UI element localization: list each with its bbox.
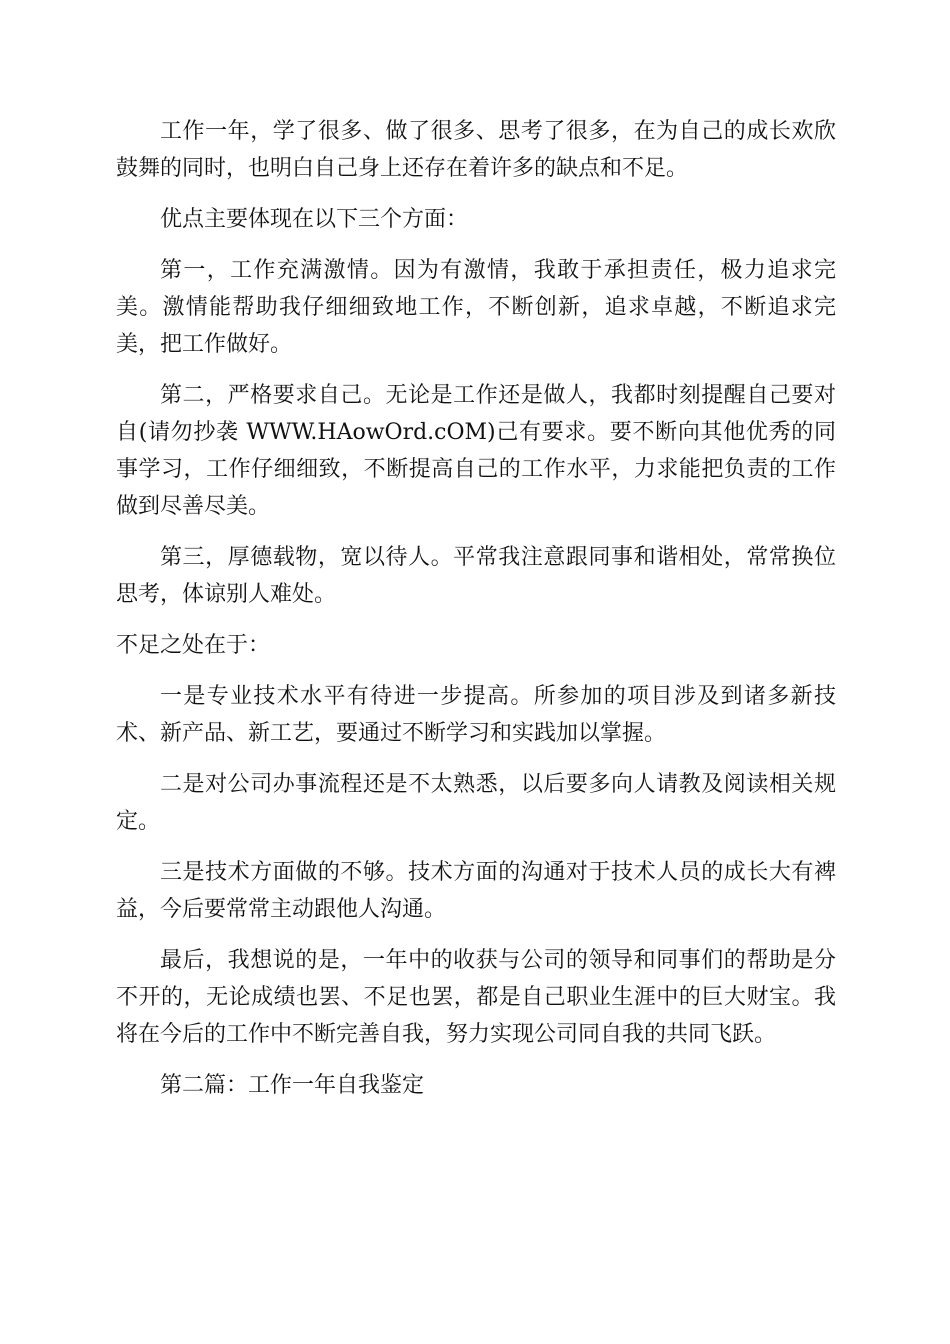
paragraph-strength-1: 第一，工作充满激情。因为有激情，我敢于承担责任，极力追求完美。激情能帮助我仔细细致地工作，不断创新，追求卓越，不断追求完美，把工作做好。 bbox=[116, 258, 836, 357]
paragraph-strength-2: 第二，严格要求自己。无论是工作还是做人，我都时刻提醒自己要对自(请勿抄袭 WWW.HAowOrd.cOM)己有要求。要不断向其他优秀的同事学习，工作仔细细致，不断提高自己的工作水平，力求能把负责的工作做到尽善尽美。 bbox=[116, 383, 836, 519]
paragraph-weaknesses-heading: 不足之处在于： bbox=[116, 633, 271, 658]
paragraph-weakness-1: 一是专业技术水平有待进一步提高。所参加的项目涉及到诸多新技术、新产品、新工艺，要通过不断学习和实践加以掌握。 bbox=[116, 684, 836, 746]
document-page bbox=[116, 113, 836, 1118]
paragraph-weakness-3: 三是技术方面做的不够。技术方面的沟通对于技术人员的成长大有裨益，今后要常常主动跟他人沟通。 bbox=[116, 860, 836, 922]
paragraph-strength-3: 第三，厚德载物，宽以待人。平常我注意跟同事和谐相处，常常换位思考，体谅别人难处。 bbox=[116, 545, 836, 607]
paragraph-intro: 工作一年，学了很多、做了很多、思考了很多，在为自己的成长欢欣鼓舞的同时，也明白自己身上还存在着许多的缺点和不足。 bbox=[116, 119, 836, 181]
paragraph-conclusion: 最后，我想说的是，一年中的收获与公司的领导和同事们的帮助是分不开的，无论成绩也罢、不足也罢，都是自己职业生涯中的巨大财宝。我将在今后的工作中不断完善自我，努力实现公司同自我的共同飞跃。 bbox=[116, 948, 836, 1047]
paragraph-weakness-2: 二是对公司办事流程还是不太熟悉，以后要多向人请教及阅读相关规定。 bbox=[116, 772, 836, 834]
section-title: 第二篇：工作一年自我鉴定 bbox=[160, 1073, 425, 1098]
paragraph-strengths-heading: 优点主要体现在以下三个方面： bbox=[160, 207, 469, 232]
